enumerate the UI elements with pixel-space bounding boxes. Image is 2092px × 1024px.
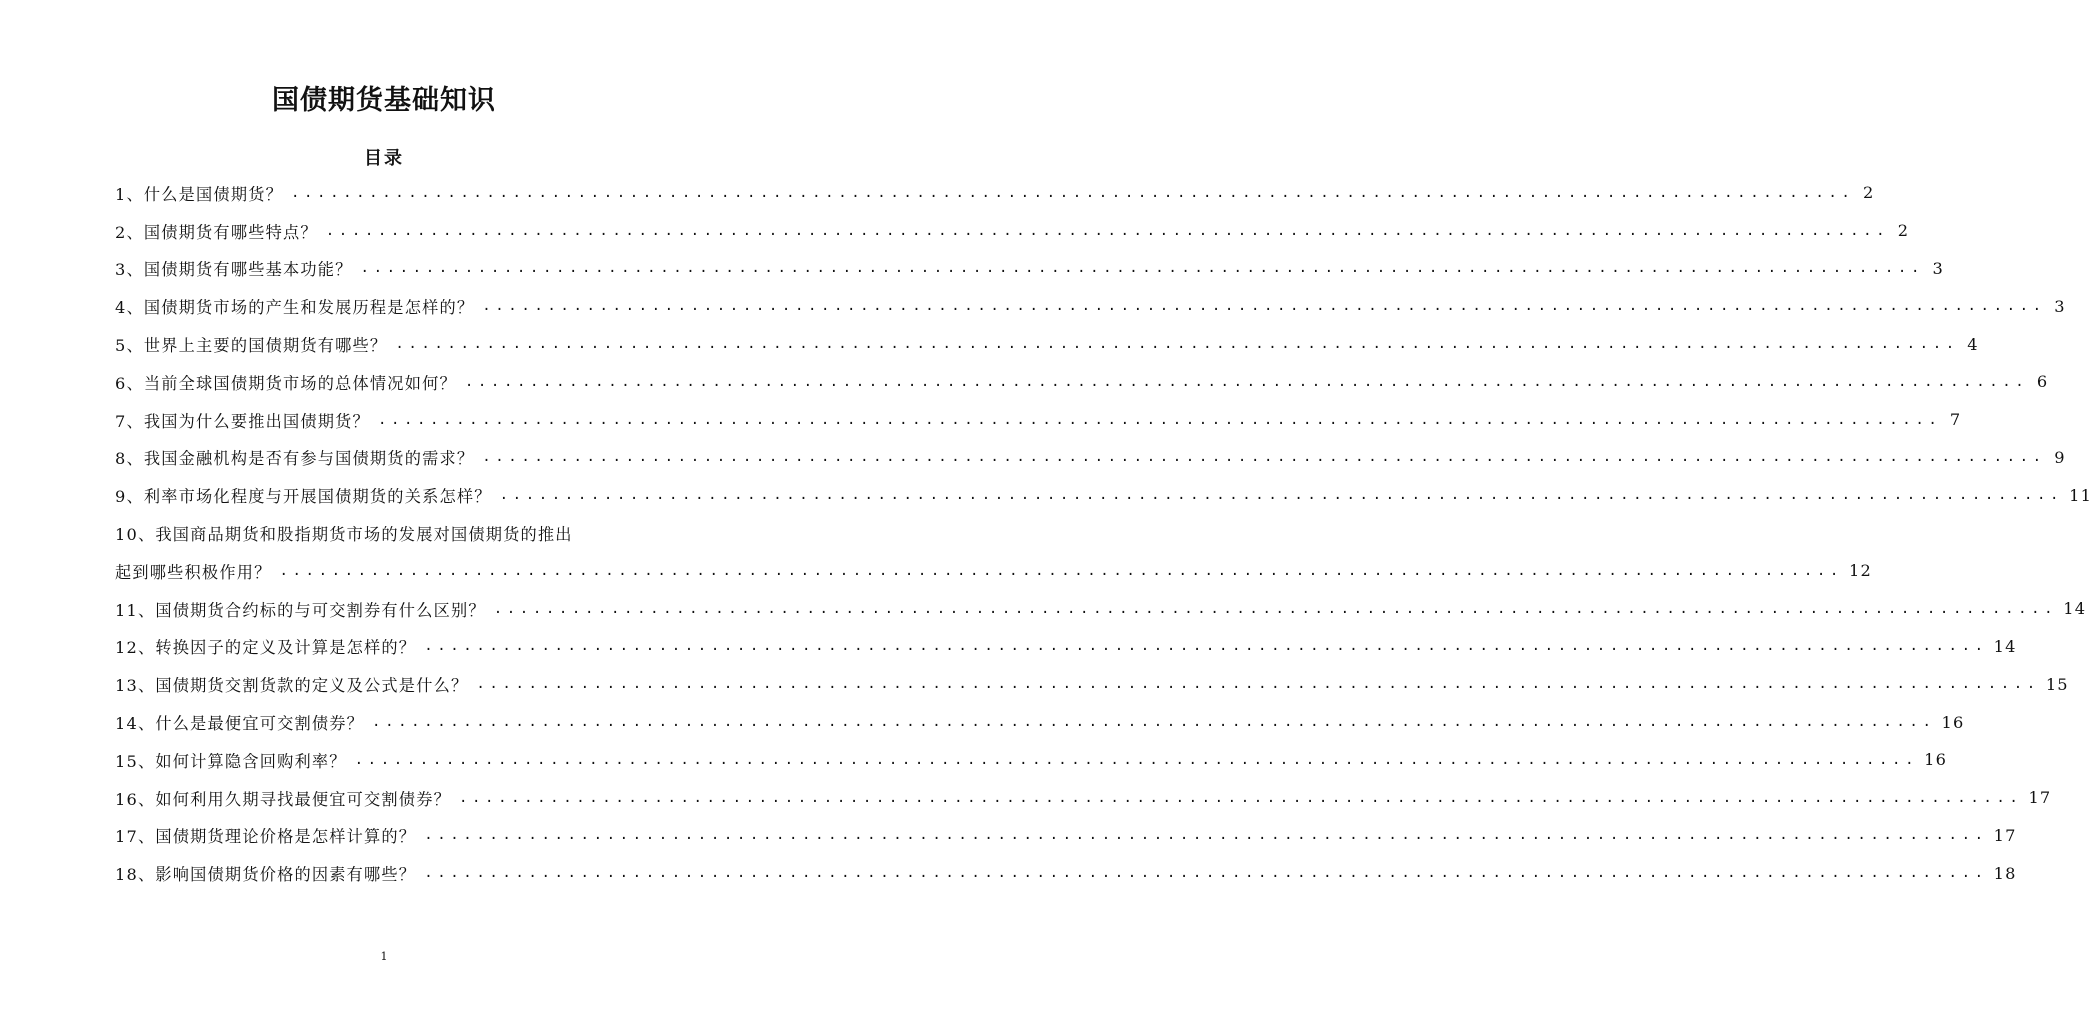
toc-entry-page: 15 (2045, 674, 2069, 694)
toc-entry[interactable] (115, 401, 1962, 439)
toc-entry-title: 17、国债期货理论价格是怎样计算的？ (115, 827, 417, 847)
toc-entry-title: 10、我国商品期货和股指期货市场的发展对国债期货的推出 (115, 525, 573, 545)
dot-leader: ........................................................................................................................ (325, 222, 1890, 239)
toc-entry-page: 3 (1932, 258, 1944, 278)
dot-leader: ........................................................................................................................ (395, 336, 1959, 353)
dot-leader: ........................................................................................................................ (424, 827, 1988, 844)
toc-entry[interactable] (115, 212, 1910, 250)
toc-entry[interactable] (115, 854, 2017, 892)
toc-entry[interactable] (115, 514, 653, 552)
toc-entry-page: 18 (1993, 863, 2017, 883)
dot-leader: ........................................................................................................................ (424, 638, 1988, 655)
toc-entry-title: 1、什么是国债期货？ (115, 184, 283, 204)
dot-leader: ........................................................................................................................ (499, 487, 2064, 504)
toc-entry[interactable] (115, 590, 2087, 628)
dot-leader: ........................................................................................................................ (458, 789, 2023, 806)
toc-entry-page: 17 (1993, 825, 2017, 845)
dot-leader: ........................................................................................................................ (482, 298, 2046, 315)
toc-entry[interactable] (115, 363, 2049, 401)
toc-entry-continuation[interactable] (115, 552, 1872, 590)
toc-entry-title: 起到哪些积极作用？ (115, 562, 272, 582)
toc-entry-title: 5、世界上主要的国债期货有哪些？ (115, 336, 388, 356)
toc-entry-title: 4、国债期货市场的产生和发展历程是怎样的？ (115, 298, 475, 318)
toc-entry[interactable] (115, 628, 2017, 666)
toc-entry-page: 7 (1949, 410, 1962, 430)
toc-entry-title: 8、我国金融机构是否有参与国债期货的需求？ (115, 449, 475, 469)
document-title: 国债期货基础知识 (272, 85, 496, 116)
toc-entry-title: 18、影响国债期货价格的因素有哪些？ (115, 865, 417, 885)
dot-leader: ........................................................................................................................ (464, 373, 2029, 390)
toc-entry-page: 16 (1941, 712, 1965, 732)
dot-leader: ........................................................................................................................ (493, 600, 2058, 617)
dot-leader: ........................................................................................................................ (291, 184, 1855, 201)
toc-entry-page: 14 (1993, 636, 2017, 656)
toc-entry-title: 9、利率市场化程度与开展国债期货的关系怎样？ (115, 487, 492, 507)
toc-entry-title: 14、什么是最便宜可交割债券？ (115, 714, 365, 734)
toc-entry-page: 2 (1862, 183, 1875, 203)
toc-entry-page: 3 (2054, 296, 2066, 316)
toc-entry[interactable] (115, 287, 2066, 325)
toc-heading: 目录 (364, 148, 404, 169)
toc-entry[interactable] (115, 703, 1965, 741)
page-number: 1 (380, 950, 388, 963)
toc-entry-title: 11、国债期货合约标的与可交割券有什么区别？ (115, 600, 486, 620)
toc-entry[interactable] (115, 817, 2017, 855)
toc-entry-page: 14 (2063, 599, 2087, 619)
dot-leader: ........................................................................................................................ (424, 865, 1988, 882)
toc-entry-page: 2 (1897, 221, 1910, 241)
dot-leader: ........................................................................................................................ (279, 562, 1843, 579)
dot-leader: ........................................................................................................................ (482, 449, 2046, 466)
dot-leader: ........................................................................................................................ (354, 751, 1919, 768)
toc-entry-page: 11 (2069, 485, 2092, 505)
dot-leader: ........................................................................................................................ (360, 260, 1924, 277)
toc-entry-page: 16 (1924, 750, 1948, 770)
toc-entry-title: 16、如何利用久期寻找最便宜可交割债券？ (115, 789, 451, 809)
toc-entry-page: 4 (1967, 334, 1979, 354)
table-of-contents (115, 174, 2092, 892)
dot-leader: ........................................................................................................................ (476, 676, 2040, 693)
toc-entry[interactable] (115, 325, 1979, 363)
toc-entry-title: 12、转换因子的定义及计算是怎样的？ (115, 638, 417, 658)
toc-entry-page: 6 (2036, 372, 2049, 392)
toc-entry-page: 9 (2054, 447, 2066, 467)
toc-entry[interactable] (115, 476, 2092, 514)
toc-entry[interactable] (115, 174, 1875, 212)
toc-entry-title: 6、当前全球国债期货市场的总体情况如何？ (115, 373, 457, 393)
toc-entry-title: 15、如何计算隐含回购利率？ (115, 751, 347, 771)
toc-entry-title: 13、国债期货交割货款的定义及公式是什么？ (115, 676, 469, 696)
dot-leader: ........................................................................................................................ (372, 714, 1936, 731)
dot-leader: ........................................................................................................................ (377, 411, 1942, 428)
toc-entry[interactable] (115, 779, 2052, 817)
toc-entry[interactable] (115, 741, 1948, 779)
toc-entry-page: 12 (1848, 561, 1872, 581)
toc-entry-page: 17 (2028, 788, 2052, 808)
toc-entry[interactable] (115, 665, 2069, 703)
toc-entry-title: 2、国债期货有哪些特点？ (115, 222, 318, 242)
toc-entry-title: 3、国债期货有哪些基本功能？ (115, 260, 353, 280)
toc-entry-title: 7、我国为什么要推出国债期货？ (115, 411, 370, 431)
toc-entry[interactable] (115, 250, 1944, 288)
toc-entry[interactable] (115, 439, 2066, 477)
